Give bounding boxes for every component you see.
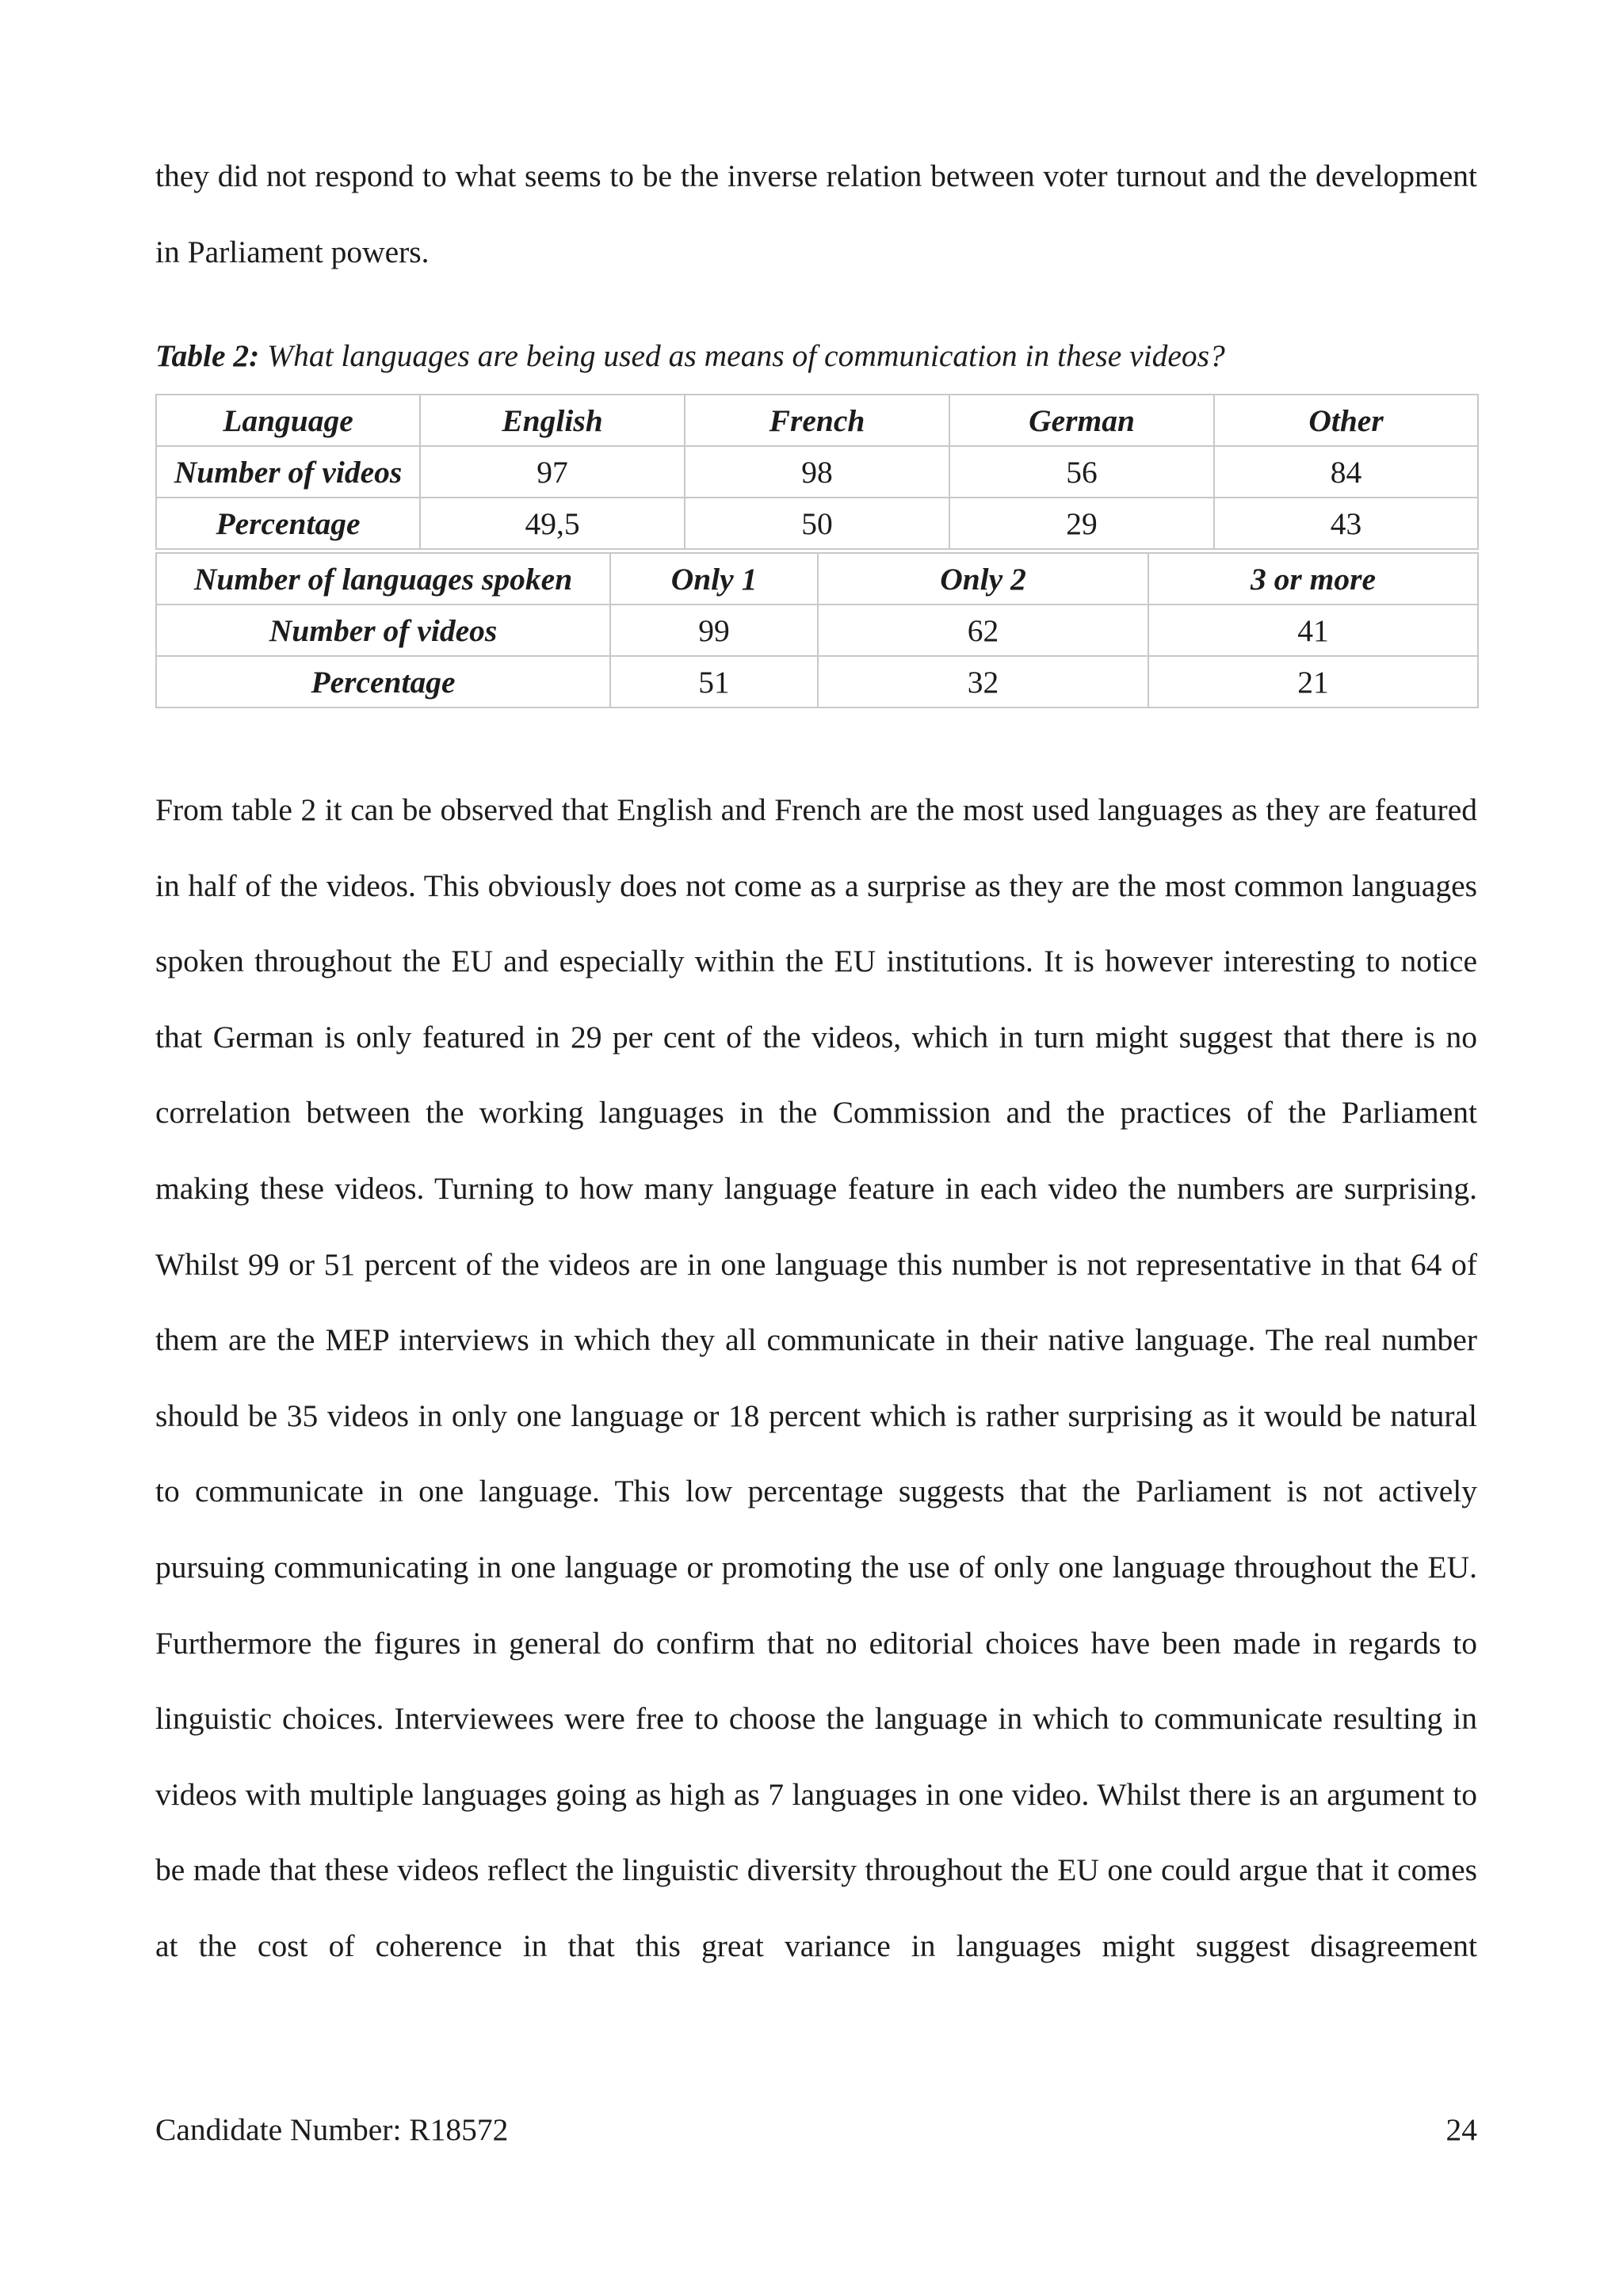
table-cell: 97: [420, 446, 685, 498]
table-row: [156, 446, 1478, 498]
table-cell: 49,5: [420, 498, 685, 549]
table-cell: 84: [1214, 446, 1478, 498]
header-cell: Other: [1214, 395, 1478, 446]
table-cell: 41: [1148, 605, 1478, 656]
table-cell: 62: [818, 605, 1148, 656]
header-cell: English: [420, 395, 685, 446]
table-row: [156, 498, 1478, 549]
language-count-table: [155, 552, 1479, 708]
row-label-cell: Number of videos: [156, 446, 420, 498]
table-cell: 29: [949, 498, 1214, 549]
document-page: [155, 0, 1477, 2296]
candidate-number: Candidate Number: R18572: [155, 2112, 509, 2147]
header-cell: German: [949, 395, 1214, 446]
table-header-row: [156, 553, 1478, 605]
table-caption-label: Table 2:: [155, 338, 260, 373]
header-cell: 3 or more: [1148, 553, 1478, 605]
header-cell: Language: [156, 395, 420, 446]
row-label-cell: Percentage: [156, 498, 420, 549]
row-label-cell: Number of videos: [156, 605, 610, 656]
table-cell: 98: [685, 446, 949, 498]
row-label-cell: Percentage: [156, 656, 610, 707]
header-cell: Number of languages spoken: [156, 553, 610, 605]
page-number: 24: [1445, 2112, 1477, 2147]
header-cell: Only 2: [818, 553, 1148, 605]
table-cell: 21: [1148, 656, 1478, 707]
body-paragraph: From table 2 it can be observed that English and French are the most used languages as they are featured in half of the videos. This obviously does not come as a surprise as they are the most common languages spoken throughout the EU and especially within the EU institutions. It is however interesting to notice that German is only featured in 29 per cent of the videos, which in turn might suggest that there is no correlation between the working languages in the Commission and the practices of the Parliament making these videos. Turning to how many language feature in each video the numbers are surprising. Whilst 99 or 51 percent of the videos are in one language this number is not representative in that 64 of them are the MEP interviews in which they all communicate in their native language. The real number should be 35 videos in only one language or 18 percent which is rather surprising as it would be natural to communicate in one language. This low percentage suggests that the Parliament is not actively pursuing communicating in one language or promoting the use of only one language throughout the EU. Furthermore the figures in general do confirm that no editorial choices have been made in regards to linguistic choices. Interviewees were free to choose the language in which to communicate resulting in videos with multiple languages going as high as 7 languages in one video. Whilst there is an argument to be made that these videos reflect the linguistic diversity throughout the EU one could argue that it comes at the cost of coherence in that this great variance in languages might suggest disagreement: [155, 792, 1477, 1963]
table-header-row: [156, 395, 1478, 446]
table-cell: 56: [949, 446, 1214, 498]
table-caption: [155, 338, 1225, 374]
table-cell: 99: [610, 605, 818, 656]
header-cell: Only 1: [610, 553, 818, 605]
table-cell: 43: [1214, 498, 1478, 549]
table-cell: 32: [818, 656, 1148, 707]
table-cell: 51: [610, 656, 818, 707]
intro-paragraph: they did not respond to what seems to be the inverse relation between voter turnout and the development in Parliament powers.: [155, 158, 1477, 269]
table-caption-text: What languages are being used as means of communication in these videos?: [259, 338, 1225, 373]
table-row: [156, 656, 1478, 707]
table-row: [156, 605, 1478, 656]
languages-table: [155, 394, 1479, 550]
table-cell: 50: [685, 498, 949, 549]
header-cell: French: [685, 395, 949, 446]
